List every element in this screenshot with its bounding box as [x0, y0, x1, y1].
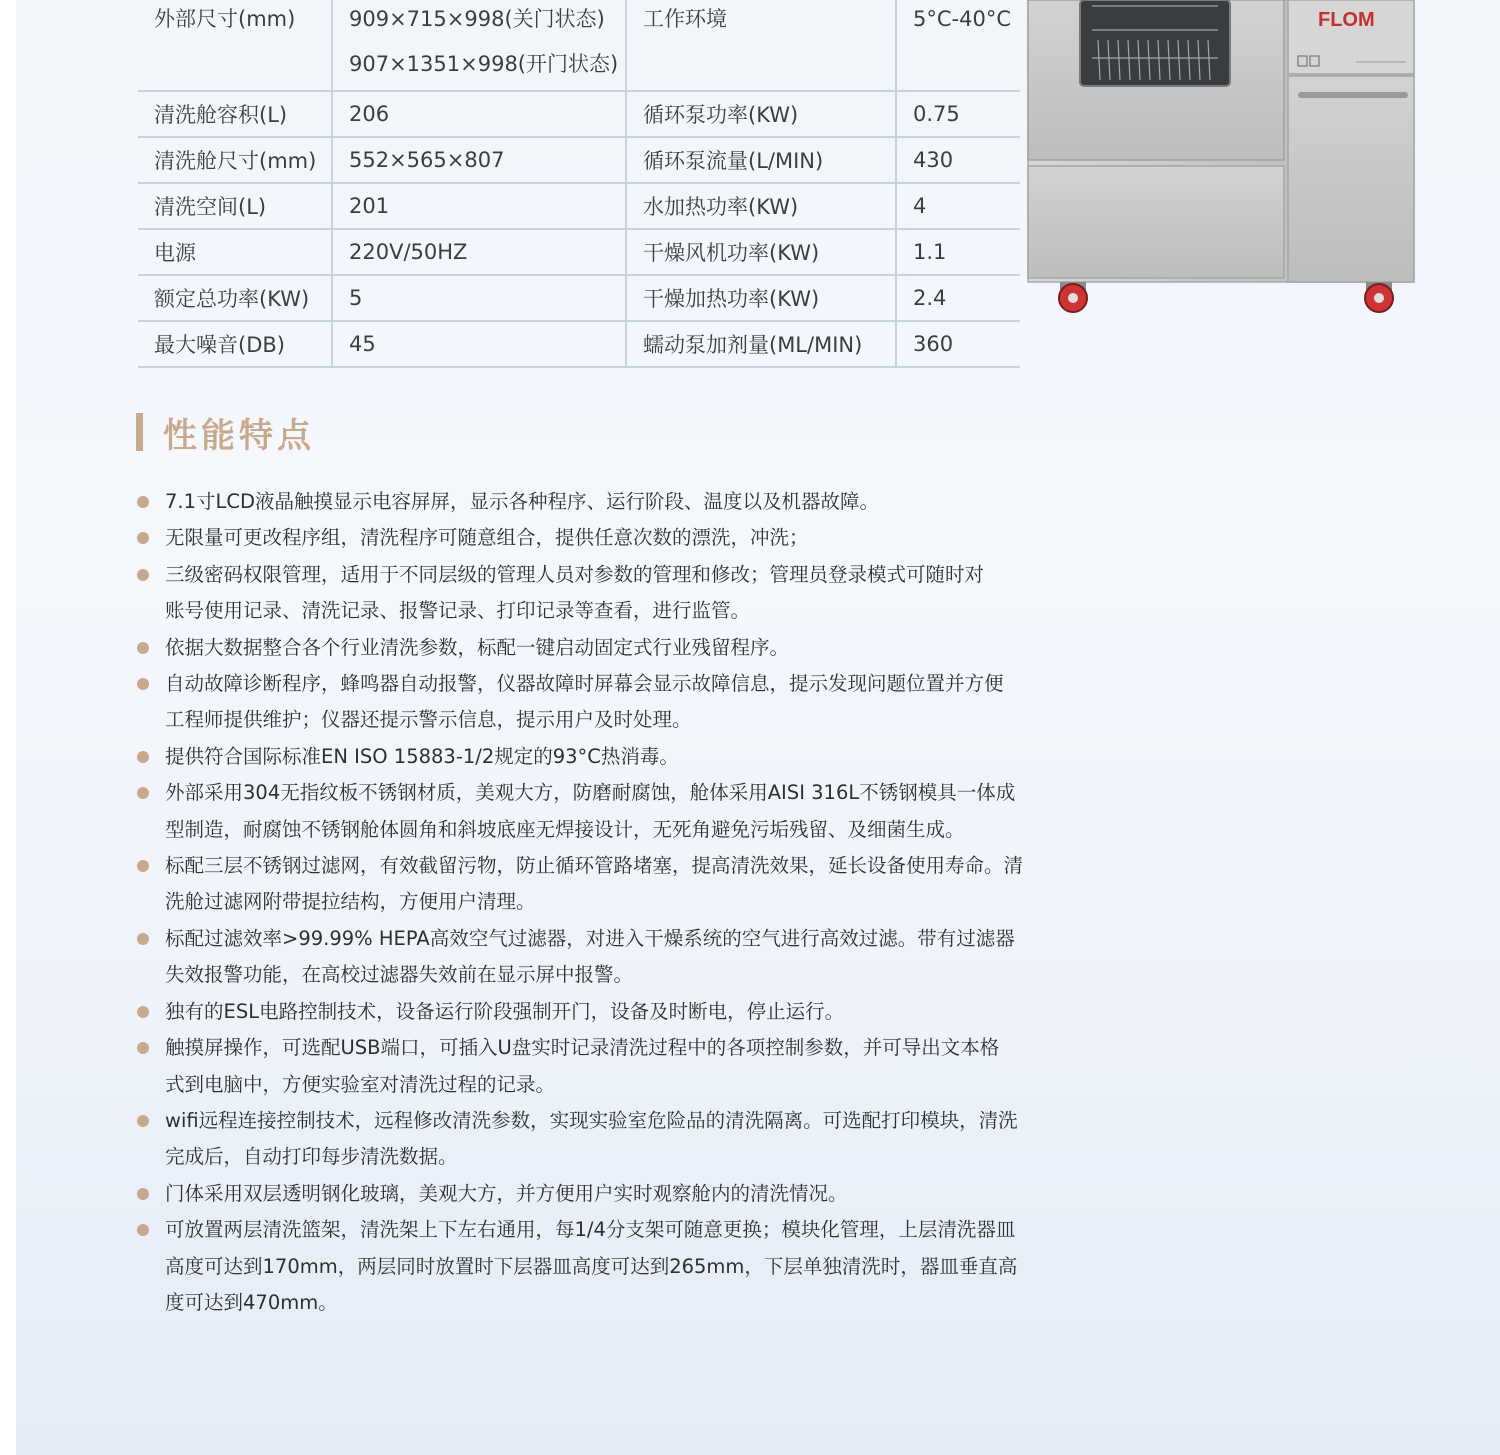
feature-item: 无限量可更改程序组，清洗程序可随意组合，提供任意次数的漂洗，冲洗； — [134, 520, 1074, 556]
spec-label: 清洗舱尺寸(mm) — [138, 137, 332, 183]
spec-label: 清洗舱容积(L) — [138, 91, 332, 137]
feature-list — [134, 484, 1074, 1321]
spec-row — [138, 275, 1020, 321]
product-image — [1026, 0, 1418, 318]
spec-value: 1.1 — [896, 229, 1020, 275]
spec-label: 电源 — [138, 229, 332, 275]
spec-label: 外部尺寸(mm) — [138, 0, 332, 91]
spec-value: 206 — [332, 91, 626, 137]
feature-item: 三级密码权限管理，适用于不同层级的管理人员对参数的管理和修改；管理员登录模式可随时对 账号使用记录、清洗记录、报警记录、打印记录等查看，进行监管。 — [134, 557, 1074, 630]
feature-item: 提供符合国际标准EN ISO 15883-1/2规定的93°C热消毒。 — [134, 739, 1074, 775]
spec-row — [138, 137, 1020, 183]
brand-logo: FLOM — [1318, 9, 1375, 31]
spec-value: 201 — [332, 183, 626, 229]
feature-item: 标配三层不锈钢过滤网，有效截留污物，防止循环管路堵塞，提高清洗效果，延长设备使用寿命。清 洗舱过滤网附带提拉结构，方便用户清理。 — [134, 848, 1074, 921]
spec-value-line: 909×715×998(关门状态) — [349, 7, 605, 31]
spec-value — [332, 0, 626, 91]
spec-label: 干燥加热功率(KW) — [626, 275, 896, 321]
spec-value-line: 907×1351×998(开门状态) — [349, 52, 619, 76]
section-title — [136, 410, 315, 454]
feature-item: 7.1寸LCD液晶触摸显示电容屏屏，显示各种程序、运行阶段、温度以及机器故障。 — [134, 484, 1074, 520]
spec-value: 5°C-40°C — [896, 0, 1020, 91]
spec-label: 工作环境 — [626, 0, 896, 91]
spec-label: 清洗空间(L) — [138, 183, 332, 229]
spec-value: 220V/50HZ — [332, 229, 626, 275]
spec-label: 额定总功率(KW) — [138, 275, 332, 321]
feature-item: 可放置两层清洗篮架，清洗架上下左右通用，每1/4分支架可随意更换；模块化管理，上层清洗器皿 高度可达到170mm，两层同时放置时下层器皿高度可达到265mm，下层单独清洗时，器皿垂直高 度可达到470mm。 — [134, 1212, 1074, 1321]
spec-value: 552×565×807 — [332, 137, 626, 183]
spec-row — [138, 0, 1020, 91]
feature-item: 外部采用304无指纹板不锈钢材质，美观大方，防磨耐腐蚀，舱体采用AISI 316L不锈钢模具一体成 型制造，耐腐蚀不锈钢舱体圆角和斜坡底座无焊接设计，无死角避免污垢残留、及细菌生成。 — [134, 775, 1074, 848]
spec-label: 最大噪音(DB) — [138, 321, 332, 367]
spec-label: 循环泵功率(KW) — [626, 91, 896, 137]
spec-value: 360 — [896, 321, 1020, 367]
page-canvas — [16, 0, 1500, 1455]
feature-item: 自动故障诊断程序，蜂鸣器自动报警，仪器故障时屏幕会显示故障信息，提示发现问题位置并方便 工程师提供维护；仪器还提示警示信息，提示用户及时处理。 — [134, 666, 1074, 739]
spec-value: 2.4 — [896, 275, 1020, 321]
spec-value: 4 — [896, 183, 1020, 229]
feature-item: 依据大数据整合各个行业清洗参数，标配一键启动固定式行业残留程序。 — [134, 630, 1074, 666]
spec-label: 蠕动泵加剂量(ML/MIN) — [626, 321, 896, 367]
spec-value: 5 — [332, 275, 626, 321]
feature-item: 独有的ESL电路控制技术，设备运行阶段强制开门，设备及时断电，停止运行。 — [134, 994, 1074, 1030]
washer-machine-illustration — [1026, 0, 1418, 318]
spec-label: 水加热功率(KW) — [626, 183, 896, 229]
spec-value: 430 — [896, 137, 1020, 183]
spec-row — [138, 321, 1020, 367]
spec-row — [138, 91, 1020, 137]
feature-item: 标配过滤效率>99.99% HEPA高效空气过滤器，对进入干燥系统的空气进行高效过滤。带有过滤器 失效报警功能，在高校过滤器失效前在显示屏中报警。 — [134, 921, 1074, 994]
feature-item: 触摸屏操作，可选配USB端口，可插入U盘实时记录清洗过程中的各项控制参数，并可导出文本格 式到电脑中，方便实验室对清洗过程的记录。 — [134, 1030, 1074, 1103]
feature-item: 门体采用双层透明钢化玻璃，美观大方，并方便用户实时观察舱内的清洗情况。 — [134, 1176, 1074, 1212]
spec-row — [138, 183, 1020, 229]
feature-item: wifi远程连接控制技术，远程修改清洗参数，实现实验室危险品的清洗隔离。可选配打印模块，清洗 完成后，自动打印每步清洗数据。 — [134, 1103, 1074, 1176]
spec-label: 干燥风机功率(KW) — [626, 229, 896, 275]
title-accent-bar — [136, 413, 143, 451]
spec-table — [138, 0, 1020, 368]
spec-label: 循环泵流量(L/MIN) — [626, 137, 896, 183]
spec-value: 45 — [332, 321, 626, 367]
spec-row — [138, 229, 1020, 275]
spec-value: 0.75 — [896, 91, 1020, 137]
section-title-text: 性能特点 — [163, 415, 315, 456]
